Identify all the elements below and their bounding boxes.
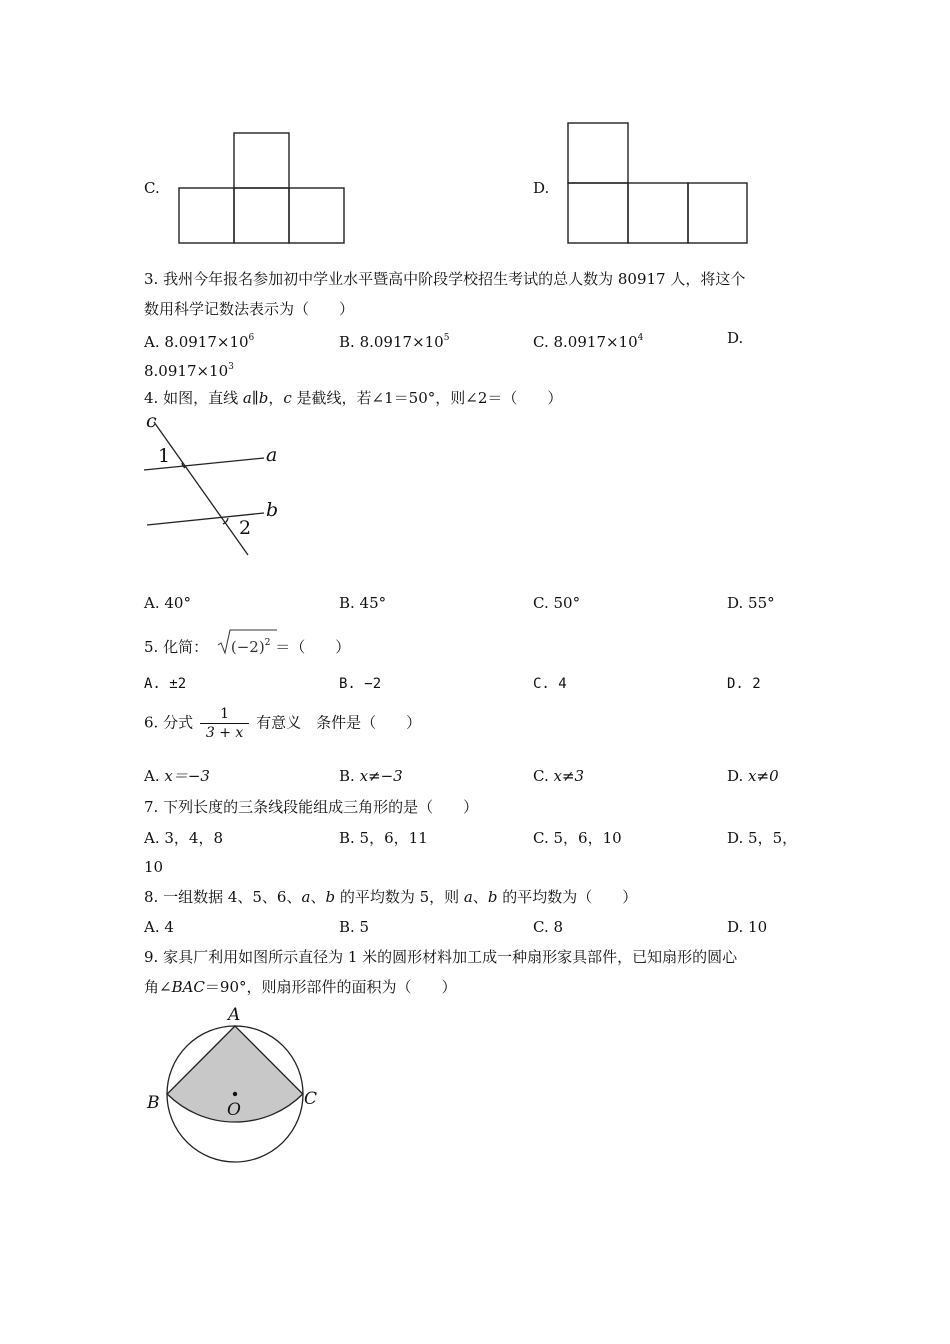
q7-option-d: D. 5，5， bbox=[727, 829, 798, 847]
q8-text: 8. 一组数据 4、5、6、a、b 的平均数为 5，则 a、b 的平均数为（ ） bbox=[144, 888, 638, 906]
q5-option-d: D. 2 bbox=[727, 676, 761, 692]
q9-label-a: A bbox=[228, 1005, 241, 1025]
q6-text: 6. 分式 $\frac{1}{3 + x}$ 有意义 条件是（ ） bbox=[144, 706, 422, 741]
q3-text-line1: 3. 我州今年报名参加初中学业水平暨高中阶段学校招生考试的总人数为 80917 人，将这个 bbox=[144, 270, 746, 288]
q3-option-d-label: D. bbox=[727, 329, 744, 347]
q9-label-b: B bbox=[147, 1093, 160, 1113]
q4-label-1: 1 bbox=[158, 445, 171, 467]
q4-label-b: b bbox=[266, 499, 279, 521]
q6-option-d: D. x≠0 bbox=[727, 767, 779, 785]
q4-figure bbox=[138, 410, 288, 560]
q5-option-a: A. ±2 bbox=[144, 676, 187, 692]
line-c bbox=[154, 422, 248, 555]
q3-option-c: C. $8.0917\times 10^4$ bbox=[533, 333, 644, 351]
q3-option-a: A. $8.0917\times 10^6$ bbox=[144, 333, 255, 351]
q2-option-d-figure bbox=[567, 122, 749, 244]
q5-option-b: B. −2 bbox=[339, 676, 382, 692]
q8-option-d: D. 10 bbox=[727, 918, 768, 936]
q4-label-a: a bbox=[266, 444, 278, 466]
q8-option-a: A. 4 bbox=[144, 918, 174, 936]
q7-option-a: A. 3，4，8 bbox=[144, 829, 223, 847]
q5-text: 5. 化简： $(-2)^2$ ＝（ ） bbox=[144, 633, 350, 657]
q4-option-a: A. 40° bbox=[144, 594, 191, 612]
q4-option-c: C. 50° bbox=[533, 594, 581, 612]
q6-option-c: C. x≠3 bbox=[533, 767, 585, 785]
q9-text-line2: 角∠BAC＝90°，则扇形部件的面积为（ ） bbox=[144, 978, 457, 996]
q9-figure bbox=[160, 1020, 310, 1170]
q4-option-b: B. 45° bbox=[339, 594, 387, 612]
q5-option-c: C. 4 bbox=[533, 676, 567, 692]
q9-label-c: C bbox=[304, 1089, 318, 1109]
q7-option-b: B. 5，6，11 bbox=[339, 829, 428, 847]
q3-option-b: B. $8.0917\times 10^5$ bbox=[339, 333, 450, 351]
q2-option-d-label: D. bbox=[533, 179, 550, 197]
q7-option-d-continued: 10 bbox=[144, 858, 164, 876]
q2-option-c-label: C. bbox=[144, 179, 160, 197]
q4-option-d: D. 55° bbox=[727, 594, 775, 612]
q6-option-b: B. x≠−3 bbox=[339, 767, 403, 785]
q7-option-c: C. 5，6，10 bbox=[533, 829, 622, 847]
q4-label-2: 2 bbox=[239, 517, 252, 539]
q4-text: 4. 如图，直线 a∥b，c 是截线，若∠1＝50°，则∠2＝（ ） bbox=[144, 389, 563, 407]
sqrt-expression: $(-2)^2$ bbox=[217, 633, 271, 657]
q7-text: 7. 下列长度的三条线段能组成三角形的是（ ） bbox=[144, 798, 479, 816]
q2-option-c-figure bbox=[178, 132, 346, 244]
q8-option-c: C. 8 bbox=[533, 918, 564, 936]
q9-label-o: O bbox=[227, 1100, 241, 1120]
q3-option-d-value: $8.0917\times 10^3$ bbox=[144, 362, 234, 380]
q6-option-a: A. x＝−3 bbox=[144, 767, 210, 785]
q6-fraction: $\frac{1}{3 + x}$ bbox=[200, 705, 249, 742]
q4-label-c: c bbox=[146, 410, 157, 432]
q8-option-b: B. 5 bbox=[339, 918, 370, 936]
q9-text-line1: 9. 家具厂利用如图所示直径为 1 米的圆形材料加工成一种扇形家具部件，已知扇形的圆心 bbox=[144, 948, 738, 966]
center-dot bbox=[233, 1092, 237, 1096]
q3-text-line2: 数用科学记数法表示为（ ） bbox=[144, 300, 355, 318]
